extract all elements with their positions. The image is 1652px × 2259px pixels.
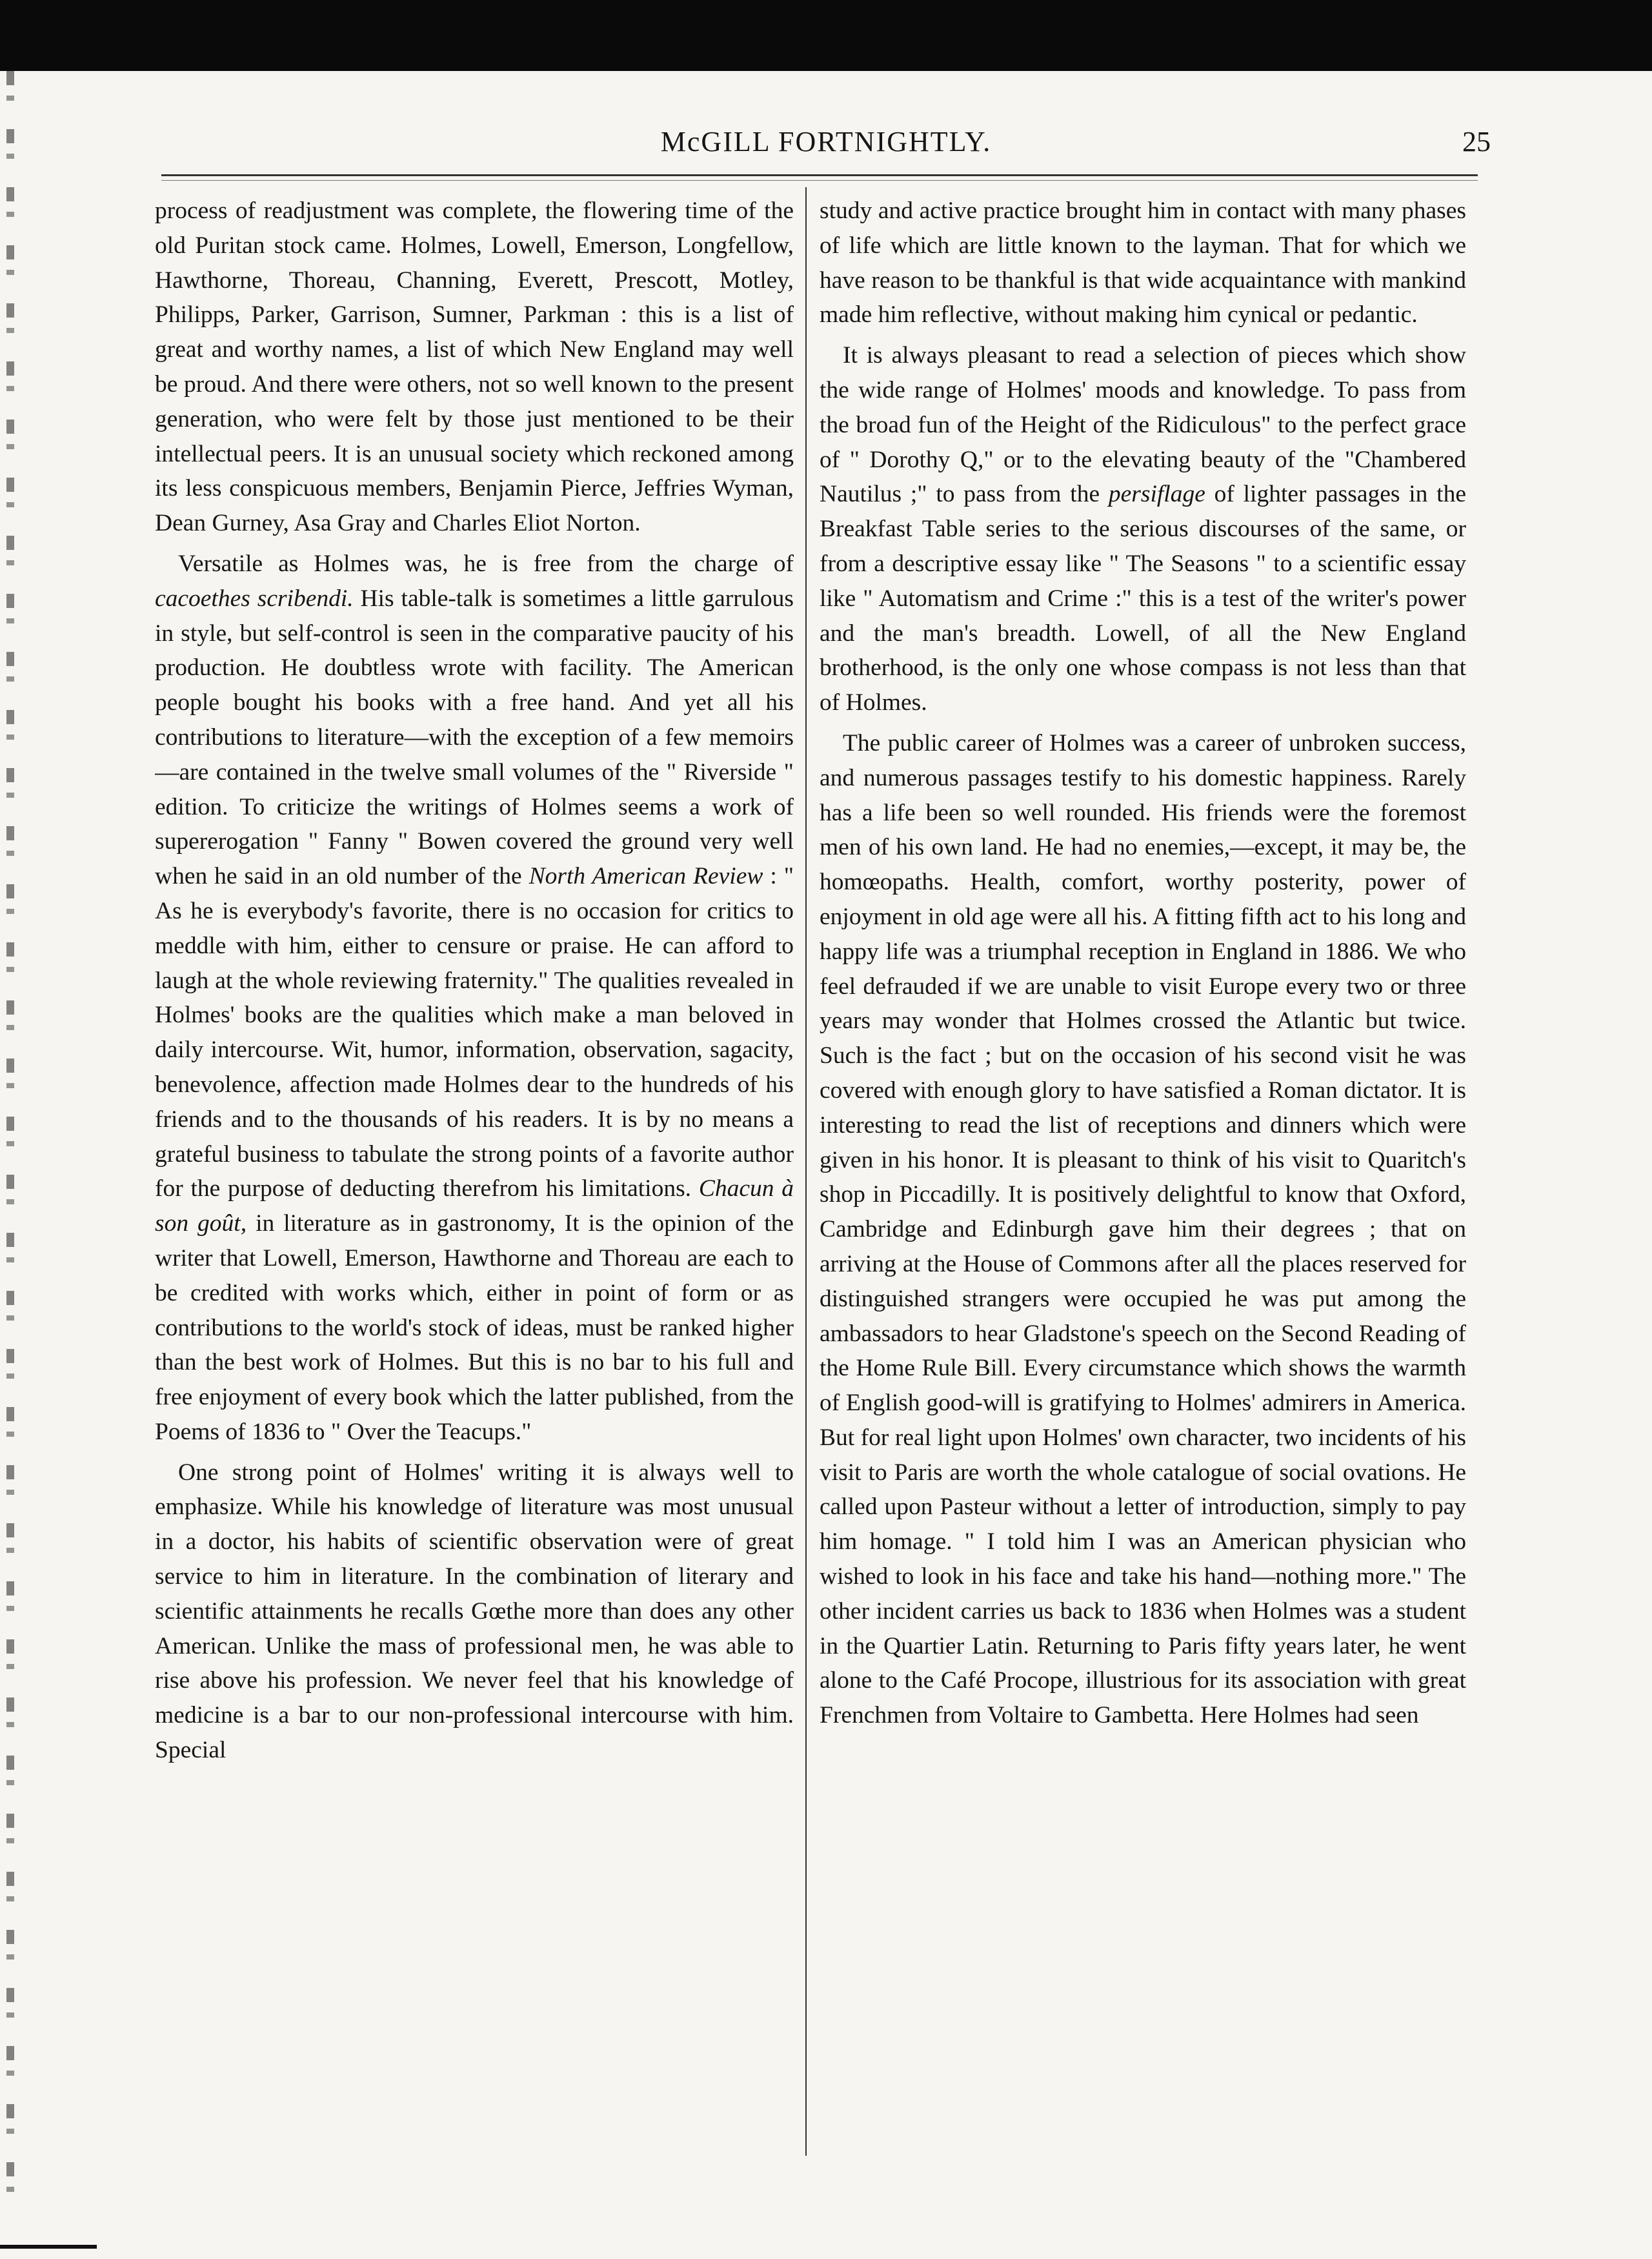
persiflage-term: persiflage bbox=[1108, 481, 1205, 508]
column-divider bbox=[805, 187, 807, 2156]
running-head bbox=[148, 123, 1504, 168]
right-column bbox=[820, 194, 1466, 2156]
paragraph-selection bbox=[820, 338, 1466, 720]
scan-top-border bbox=[0, 0, 1652, 71]
journal-title: McGILL FORTNIGHTLY. bbox=[660, 126, 992, 157]
paragraph-study: study and active practice brought him in contact with many phases of life which are little known to the layman. That for which we have reason to be thankful is that wide acquaintance with mankind made him reflective, without making him cynical or pedantic. bbox=[820, 198, 1466, 329]
french-phrase: Chacun à son goût, bbox=[155, 1175, 794, 1237]
scan-bottom-mark bbox=[0, 2245, 97, 2249]
paragraph-versatile bbox=[155, 547, 794, 1450]
paragraph-text: in literature as in gastronomy, It is the opinion of the writer that Lowell, Emerson, Hawthorne and Thoreau are each to be credited with works which, either in point of form or as contributions to the world's stock of ideas, must be ranked higher than the best work of Holmes. But this is no bar to his full and free enjoyment of every book which the latter published, from the Poems of 1836 to " Over the Teacups." bbox=[155, 1210, 794, 1445]
header-rule-thin bbox=[161, 180, 1478, 181]
paragraph-text: It is always pleasant to read a selection of pieces which show the wide range of Holmes' moods and knowledge. To pass from the broad fun of the Height of the Ridiculous" to the perfect grace of " Dorothy Q," or to the elevating beauty of the "Chambered Nautilus ;" to pass from the bbox=[820, 342, 1466, 508]
latin-phrase: cacoethes scribendi. bbox=[155, 585, 354, 612]
review-title: North American Review bbox=[529, 863, 763, 890]
paragraph-text: : " As he is everybody's favorite, there is no occasion for critics to meddle with him, either to censure or praise. He can afford to laugh at the whole reviewing fraternity." The qualities revealed in Holmes' books are the qualities which make a man beloved in daily intercourse. Wit, humor, information, observation, sagacity, benevolence, affection made Holmes dear to the hundreds of his friends and to the thousands of his readers. It is by no means a grateful business to tabulate the strong points of a favorite author for the purpose of deducting therefrom his limitations. bbox=[155, 863, 794, 1202]
paragraph-text: of lighter passages in the Breakfast Table series to the serious discourses of the same, or from a descriptive essay like " The Seasons " to a scientific essay like " Automatism and Crime :" this is a test of the writer's power and the man's breadth. Lowell, of all the New England brotherhood, is the only one whose compass is not less than that of Holmes. bbox=[820, 481, 1466, 716]
paragraph-readjustment: process of readjustment was complete, the flowering time of the old Puritan stock came. Holmes, Lowell, Emerson, Longfellow, Hawthorne, Thoreau, Channing, Everett, Prescott, Motley, Philipps, Parker, Garrison, Sumner, Parkman : this is a list of great and worthy names, a list of which New England may well be proud. And there were others, not so well known to the present generation, who were felt by those just mentioned to be their intellectual peers. It is an unusual society which reckoned among its less conspicuous members, Benjamin Pierce, Jeffries Wyman, Dean Gurney, Asa Gray and Charles Eliot Norton. bbox=[155, 198, 794, 537]
header-rule bbox=[161, 174, 1478, 176]
scan-binding-edge bbox=[6, 71, 14, 2201]
left-column bbox=[155, 194, 794, 2156]
paragraph-text: His table-talk is sometimes a little garrulous in style, but self-control is seen in the comparative paucity of his production. He doubtless wrote with facility. The American people bought his books with a free hand. And yet all his contributions to literature—with the exception of a few memoirs—are contained in the twelve small volumes of the " Riverside " edition. To criticize the writings of Holmes seems a work of supererogation " Fanny " Bowen covered the ground very well when he said in an old number of the bbox=[155, 585, 794, 890]
paragraph-strong-point: One strong point of Holmes' writing it is always well to emphasize. While his knowledge of literature was most unusual in a doctor, his habits of scientific observation were of great service to him in literature. In the combination of literary and scientific attainments he recalls Gœthe more than does any other American. Unlike the mass of professional men, he was able to rise above his profession. We never feel that his knowledge of medicine is a bar to our non-professional intercourse with him. Special bbox=[155, 1459, 794, 1764]
page-number: 25 bbox=[1462, 126, 1491, 157]
paragraph-public-career: The public career of Holmes was a career of unbroken success, and numerous passages testify to his domestic happiness. Rarely has a life been so well rounded. His friends were the foremost men of his own land. He had no enemies,—except, it may be, the homœopaths. Health, comfort, worthy posterity, power of enjoyment in old age were all his. A fitting fifth act to his long and happy life was a triumphal reception in England in 1886. We who feel defrauded if we are unable to visit Europe every two or three years may wonder that Holmes crossed the Atlantic but twice. Such is the fact ; but on the occasion of his second visit he was covered with enough glory to have satisfied a Roman dictator. It is interesting to read the list of receptions and dinners which were given in his honor. It is pleasant to think of his visit to Quaritch's shop in Piccadilly. It is positively delightful to know that Oxford, Cambridge and Edinburgh gave him their degrees ; that on arriving at the House of Commons after all the places reserved for distinguished strangers were occupied he was put among the ambassadors to hear Gladstone's speech on the Second Reading of the Home Rule Bill. Every circumstance which shows the warmth of English good-will is gratifying to Holmes' admirers in America. But for real light upon Holmes' own character, two incidents of his visit to Paris are worth the whole catalogue of social ovations. He called upon Pasteur without a letter of introduction, simply to pay him homage. " I told him I was an American physician who wished to look in his face and take his hand—nothing more." The other incident carries us back to 1836 when Holmes was a student in the Quartier Latin. Returning to Paris fifty years later, he went alone to the Café Procope, illustrious for its association with great Frenchmen from Voltaire to Gambetta. Here Holmes had seen bbox=[820, 729, 1466, 1729]
paragraph-text: Versatile as Holmes was, he is free from the charge of bbox=[178, 550, 794, 577]
